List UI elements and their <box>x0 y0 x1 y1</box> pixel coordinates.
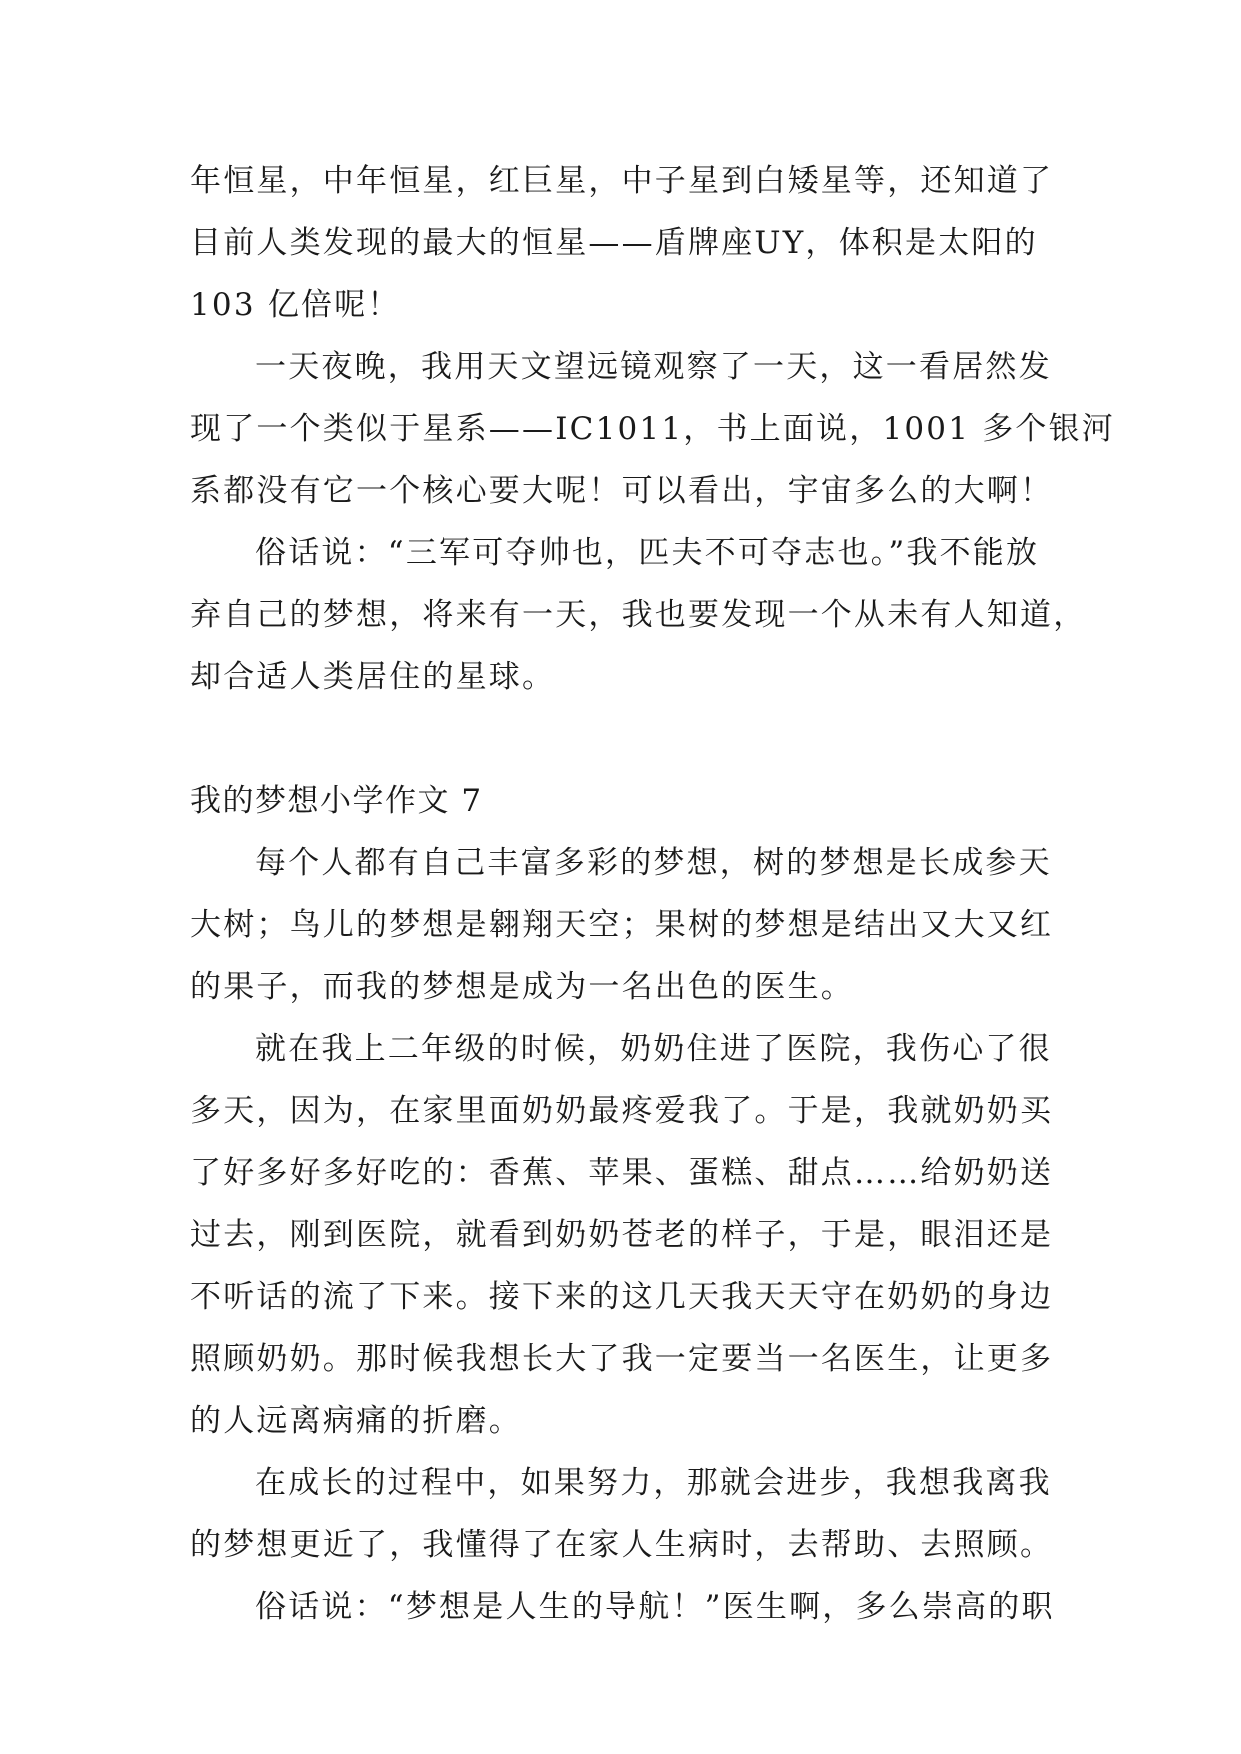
section-heading: 我的梦想小学作文 7 <box>190 783 483 819</box>
text-line: 的梦想更近了，我懂得了在家人生病时，去帮助、去照顾。 <box>190 1527 1054 1563</box>
text-line: 大树；鸟儿的梦想是翱翔天空；果树的梦想是结出又大又红 <box>190 907 1054 943</box>
text-line: 系都没有它一个核心要大呢！可以看出，宇宙多么的大啊！ <box>190 473 1054 509</box>
paragraph-first-line: 在成长的过程中，如果努力，那就会进步，我想我离我 <box>255 1465 1052 1501</box>
text-line: 目前人类发现的最大的恒星——盾牌座UY，体积是太阳的 <box>190 225 1038 261</box>
text-line: 现了一个类似于星系——IC1011，书上面说，1001 多个银河 <box>190 411 1116 447</box>
text-line: 多天，因为，在家里面奶奶最疼爱我了。于是，我就奶奶买 <box>190 1093 1054 1129</box>
paragraph-first-line: 就在我上二年级的时候，奶奶住进了医院，我伤心了很 <box>255 1031 1052 1067</box>
paragraph-first-line: 每个人都有自己丰富多彩的梦想，树的梦想是长成参天 <box>255 845 1052 881</box>
text-line: 103 亿倍呢！ <box>190 287 401 323</box>
text-line: 却合适人类居住的星球。 <box>190 659 556 695</box>
text-line: 不听话的流了下来。接下来的这几天我天天守在奶奶的身边 <box>190 1279 1054 1315</box>
paragraph-first-line: 俗话说：“梦想是人生的导航！”医生啊，多么崇高的职 <box>255 1589 1055 1625</box>
paragraph-first-line: 一天夜晚，我用天文望远镜观察了一天，这一看居然发 <box>255 349 1052 385</box>
text-line: 的果子，而我的梦想是成为一名出色的医生。 <box>190 969 854 1005</box>
text-line: 了好多好多好吃的：香蕉、苹果、蛋糕、甜点……给奶奶送 <box>190 1155 1054 1191</box>
text-line: 的人远离病痛的折磨。 <box>190 1403 522 1439</box>
text-line: 过去，刚到医院，就看到奶奶苍老的样子，于是，眼泪还是 <box>190 1217 1054 1253</box>
text-line: 年恒星，中年恒星，红巨星，中子星到白矮星等，还知道了 <box>190 163 1054 199</box>
text-line: 弃自己的梦想，将来有一天，我也要发现一个从未有人知道， <box>190 597 1087 633</box>
text-line: 照顾奶奶。那时候我想长大了我一定要当一名医生，让更多 <box>190 1341 1054 1377</box>
paragraph-first-line: 俗话说：“三军可夺帅也，匹夫不可夺志也。”我不能放 <box>255 535 1040 571</box>
